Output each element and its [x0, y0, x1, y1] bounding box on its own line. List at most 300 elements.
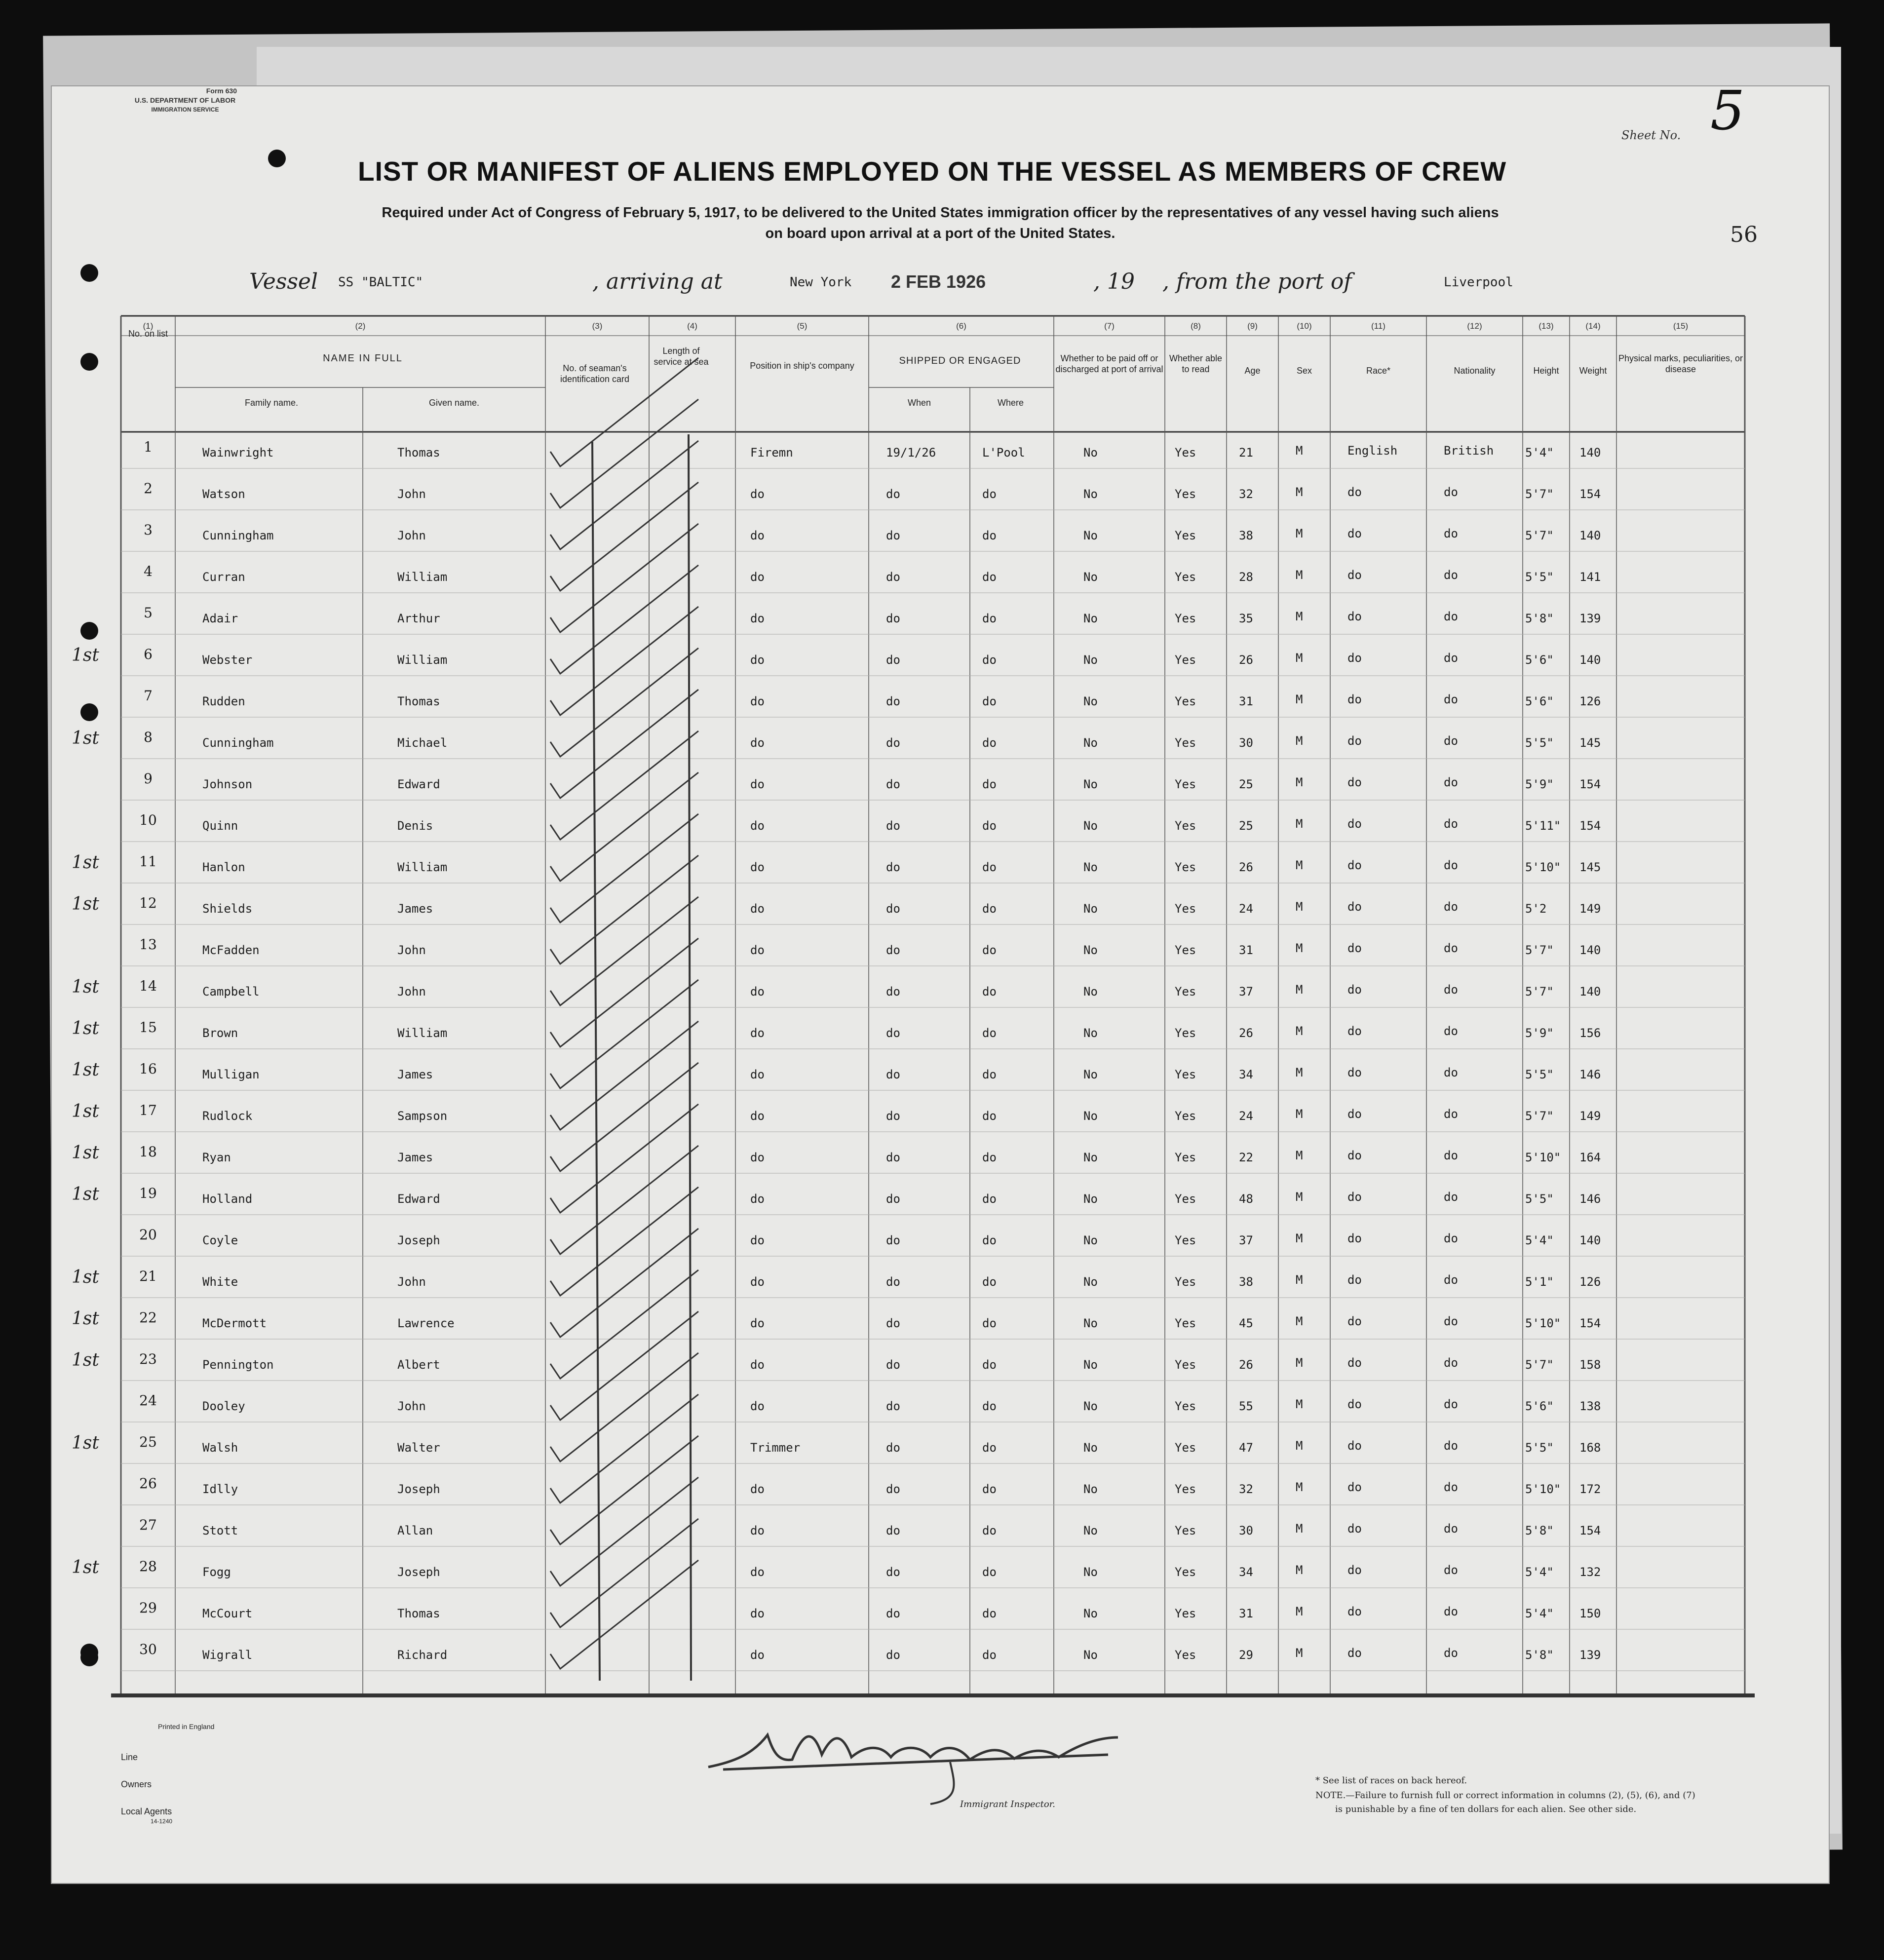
shipped-when: do	[886, 1151, 900, 1164]
nationality: do	[1444, 1563, 1458, 1577]
nationality: do	[1444, 1231, 1458, 1245]
shipped-when: do	[886, 694, 900, 708]
weight: 140	[1579, 943, 1601, 957]
row-number: 17	[139, 1102, 157, 1118]
row-number: 12	[139, 895, 157, 911]
able-to-read: Yes	[1175, 1275, 1196, 1289]
paid-off: No	[1083, 1192, 1098, 1206]
header-no-on-list: No. on list	[128, 329, 168, 339]
able-to-read: Yes	[1175, 985, 1196, 999]
nationality: do	[1444, 1190, 1458, 1204]
position: do	[750, 487, 765, 501]
nationality: do	[1444, 692, 1458, 706]
header-name-in-full: NAME IN FULL	[323, 353, 403, 364]
family-name: Campbell	[202, 985, 260, 999]
column-number: (10)	[1297, 321, 1312, 331]
paid-off: No	[1083, 1482, 1098, 1496]
shipped-where: do	[982, 1399, 997, 1413]
race: do	[1347, 1397, 1362, 1411]
shipped-where: do	[982, 1109, 997, 1123]
margin-mark: 1st	[72, 977, 99, 997]
given-name: Edward	[397, 777, 440, 791]
manifest-page	[52, 79, 1829, 1883]
able-to-read: Yes	[1175, 902, 1196, 916]
paid-off: No	[1083, 1565, 1098, 1579]
page-title: LIST OR MANIFEST OF ALIENS EMPLOYED ON THE VESSEL AS MEMBERS OF CREW	[358, 156, 1507, 187]
race: do	[1347, 775, 1362, 789]
shipped-where: do	[982, 1275, 997, 1289]
column-number: (6)	[956, 321, 966, 331]
family-name: Coyle	[202, 1233, 238, 1247]
shipped-when: do	[886, 1565, 900, 1579]
sex: M	[1296, 1480, 1303, 1494]
age: 28	[1239, 570, 1253, 584]
age: 26	[1239, 1026, 1253, 1040]
row-number: 27	[139, 1517, 157, 1533]
shipped-when: do	[886, 1482, 900, 1496]
nationality: do	[1444, 568, 1458, 582]
height: 5'8"	[1525, 1524, 1554, 1537]
shipped-where: do	[982, 1441, 997, 1455]
sex: M	[1296, 444, 1303, 458]
family-name: White	[202, 1275, 238, 1289]
paid-off: No	[1083, 1648, 1098, 1662]
paid-off: No	[1083, 1358, 1098, 1372]
given-name: Arthur	[397, 612, 440, 625]
row-number: 25	[139, 1434, 157, 1450]
local-agents-label: Local Agents	[121, 1806, 172, 1816]
row-number: 13	[139, 936, 157, 953]
age: 45	[1239, 1316, 1253, 1330]
height: 5'4"	[1525, 1565, 1554, 1579]
row-number: 3	[144, 522, 153, 538]
column-number: (14)	[1585, 321, 1601, 331]
family-name: Curran	[202, 570, 245, 584]
race: do	[1347, 651, 1362, 665]
column-number: (9)	[1247, 321, 1258, 331]
sex: M	[1296, 1439, 1303, 1453]
weight: 138	[1579, 1399, 1601, 1413]
given-name: Thomas	[397, 446, 440, 460]
height: 5'7"	[1525, 529, 1554, 542]
margin-mark: 1st	[72, 1101, 99, 1121]
position: do	[750, 1358, 765, 1372]
race: do	[1347, 983, 1362, 997]
shipped-when: do	[886, 1399, 900, 1413]
weight: 140	[1579, 1233, 1601, 1247]
header-position: Position in ship's company	[750, 361, 854, 371]
family-name: Pennington	[202, 1358, 274, 1372]
row-number: 24	[139, 1392, 157, 1409]
margin-mark: 1st	[72, 1143, 99, 1163]
given-name: Edward	[397, 1192, 440, 1206]
nationality: do	[1444, 900, 1458, 914]
weight: 154	[1579, 1524, 1601, 1537]
sex: M	[1296, 1563, 1303, 1577]
position: Firemn	[750, 446, 793, 460]
row-number: 1	[144, 439, 153, 455]
column-number: (4)	[687, 321, 697, 331]
row-number: 19	[139, 1185, 157, 1201]
owners-label: Owners	[121, 1779, 152, 1789]
vessel-label: Vessel	[249, 269, 318, 294]
weight: 156	[1579, 1026, 1601, 1040]
nationality: do	[1444, 1149, 1458, 1162]
family-name: Rudlock	[202, 1109, 253, 1123]
age: 26	[1239, 1358, 1253, 1372]
given-name: Allan	[397, 1524, 433, 1537]
age: 29	[1239, 1648, 1253, 1662]
weight: 140	[1579, 653, 1601, 667]
margin-mark: 1st	[72, 852, 99, 873]
paid-off: No	[1083, 860, 1098, 874]
sex: M	[1296, 651, 1303, 665]
able-to-read: Yes	[1175, 1068, 1196, 1081]
subtitle-line: on board upon arrival at a port of the United States.	[765, 226, 1115, 241]
family-name: Mulligan	[202, 1068, 260, 1081]
page-number: 56	[1730, 222, 1758, 247]
position: do	[750, 1648, 765, 1662]
position: do	[750, 1316, 765, 1330]
able-to-read: Yes	[1175, 1482, 1196, 1496]
shipped-where: do	[982, 1607, 997, 1620]
shipped-when: do	[886, 985, 900, 999]
header-nationality: Nationality	[1454, 366, 1496, 376]
family-name: Wigrall	[202, 1648, 253, 1662]
service-name: IMMIGRATION SERVICE	[151, 106, 219, 113]
given-name: John	[397, 985, 426, 999]
paid-off: No	[1083, 985, 1098, 999]
given-name: John	[397, 487, 426, 501]
race: do	[1347, 817, 1362, 831]
family-name: Cunningham	[202, 529, 274, 542]
weight: 168	[1579, 1441, 1601, 1455]
shipped-when: do	[886, 902, 900, 916]
sex: M	[1296, 1397, 1303, 1411]
race: do	[1347, 692, 1362, 706]
date-stamp: 2 FEB 1926	[891, 271, 986, 292]
able-to-read: Yes	[1175, 943, 1196, 957]
given-name: Michael	[397, 736, 448, 750]
sex: M	[1296, 1149, 1303, 1162]
position: do	[750, 1026, 765, 1040]
family-name: Wainwright	[202, 446, 274, 460]
paid-off: No	[1083, 487, 1098, 501]
paid-off: No	[1083, 529, 1098, 542]
weight: 150	[1579, 1607, 1601, 1620]
family-name: Ryan	[202, 1151, 231, 1164]
shipped-where: do	[982, 860, 997, 874]
race: do	[1347, 900, 1362, 914]
position: do	[750, 1565, 765, 1579]
position: do	[750, 985, 765, 999]
shipped-where: do	[982, 694, 997, 708]
sex: M	[1296, 610, 1303, 623]
age: 34	[1239, 1565, 1253, 1579]
given-name: John	[397, 1399, 426, 1413]
given-name: Richard	[397, 1648, 448, 1662]
fine-note-line: NOTE.—Failure to furnish full or correct information in columns (2), (5), (6), and (7)	[1315, 1790, 1695, 1801]
nationality: do	[1444, 983, 1458, 997]
row-number: 26	[139, 1475, 157, 1492]
sex: M	[1296, 485, 1303, 499]
given-name: Sampson	[397, 1109, 448, 1123]
row-number: 30	[139, 1641, 157, 1657]
header-physical-marks: Physical marks, peculiarities, or disease	[1618, 353, 1743, 374]
given-name: William	[397, 1026, 448, 1040]
age: 48	[1239, 1192, 1253, 1206]
position: do	[750, 902, 765, 916]
height: 5'6"	[1525, 694, 1554, 708]
age: 31	[1239, 1607, 1253, 1620]
family-name: Brown	[202, 1026, 238, 1040]
header-seaman-card: No. of seaman's identification card	[560, 363, 630, 384]
sex: M	[1296, 1522, 1303, 1536]
column-number: (3)	[592, 321, 603, 331]
row-number: 11	[139, 853, 157, 870]
family-name: Hanlon	[202, 860, 245, 874]
sex: M	[1296, 941, 1303, 955]
race: do	[1347, 568, 1362, 582]
position: do	[750, 1607, 765, 1620]
given-name: Joseph	[397, 1482, 440, 1496]
position: do	[750, 612, 765, 625]
shipped-when: do	[886, 1316, 900, 1330]
margin-mark: 1st	[72, 1018, 99, 1038]
form-code: 14-1240	[151, 1818, 173, 1825]
column-number: (7)	[1104, 321, 1115, 331]
height: 5'8"	[1525, 1648, 1554, 1662]
paid-off: No	[1083, 570, 1098, 584]
column-number: (15)	[1673, 321, 1689, 331]
able-to-read: Yes	[1175, 1524, 1196, 1537]
paid-off: No	[1083, 653, 1098, 667]
sex: M	[1296, 1024, 1303, 1038]
able-to-read: Yes	[1175, 1026, 1196, 1040]
family-name: Stott	[202, 1524, 238, 1537]
row-number: 15	[139, 1019, 157, 1036]
row-number: 4	[144, 563, 153, 579]
given-name: Joseph	[397, 1565, 440, 1579]
shipped-where: do	[982, 570, 997, 584]
race: do	[1347, 1149, 1362, 1162]
paid-off: No	[1083, 612, 1098, 625]
nationality: do	[1444, 1646, 1458, 1660]
margin-mark: 1st	[72, 645, 99, 665]
family-name: Holland	[202, 1192, 253, 1206]
paid-off: No	[1083, 1068, 1098, 1081]
line-label: Line	[121, 1752, 138, 1762]
weight: 154	[1579, 777, 1601, 791]
race: do	[1347, 527, 1362, 540]
race: do	[1347, 1273, 1362, 1287]
race: do	[1347, 1439, 1362, 1453]
height: 5'5"	[1525, 736, 1554, 750]
sex: M	[1296, 817, 1303, 831]
height: 5'6"	[1525, 1399, 1554, 1413]
row-number: 7	[144, 688, 153, 704]
sex: M	[1296, 1646, 1303, 1660]
weight: 154	[1579, 819, 1601, 833]
year-label: , 19	[1093, 269, 1135, 294]
age: 30	[1239, 736, 1253, 750]
row-number: 21	[139, 1268, 157, 1284]
shipped-where: do	[982, 736, 997, 750]
sex: M	[1296, 1231, 1303, 1245]
able-to-read: Yes	[1175, 694, 1196, 708]
row-number: 28	[139, 1558, 157, 1575]
family-name: Adair	[202, 612, 238, 625]
given-name: John	[397, 943, 426, 957]
able-to-read: Yes	[1175, 1192, 1196, 1206]
able-to-read: Yes	[1175, 1565, 1196, 1579]
header-where: Where	[997, 398, 1024, 408]
family-name: Fogg	[202, 1565, 231, 1579]
shipped-when: do	[886, 943, 900, 957]
weight: 154	[1579, 1316, 1601, 1330]
shipped-where: do	[982, 612, 997, 625]
shipped-when: do	[886, 819, 900, 833]
height: 5'7"	[1525, 985, 1554, 999]
header-paid-off: Whether to be paid off or discharged at port of arrival	[1055, 353, 1163, 374]
nationality: do	[1444, 610, 1458, 623]
age: 37	[1239, 1233, 1253, 1247]
height: 5'4"	[1525, 1233, 1554, 1247]
given-name: James	[397, 1068, 433, 1081]
able-to-read: Yes	[1175, 1441, 1196, 1455]
position: do	[750, 570, 765, 584]
height: 5'5"	[1525, 1068, 1554, 1081]
paid-off: No	[1083, 777, 1098, 791]
header-age: Age	[1244, 366, 1261, 376]
shipped-when: do	[886, 1068, 900, 1081]
nationality: do	[1444, 1066, 1458, 1079]
able-to-read: Yes	[1175, 1607, 1196, 1620]
position: do	[750, 529, 765, 542]
able-to-read: Yes	[1175, 860, 1196, 874]
shipped-when: do	[886, 860, 900, 874]
position: do	[750, 1192, 765, 1206]
family-name: Dooley	[202, 1399, 245, 1413]
row-number: 16	[139, 1061, 157, 1077]
row-number: 29	[139, 1600, 157, 1616]
height: 5'7"	[1525, 943, 1554, 957]
position: do	[750, 860, 765, 874]
shipped-when: do	[886, 1233, 900, 1247]
nationality: do	[1444, 1605, 1458, 1618]
able-to-read: Yes	[1175, 819, 1196, 833]
paid-off: No	[1083, 1316, 1098, 1330]
given-name: Walter	[397, 1441, 440, 1455]
sex: M	[1296, 900, 1303, 914]
height: 5'9"	[1525, 1026, 1554, 1040]
shipped-when: do	[886, 487, 900, 501]
shipped-when: do	[886, 736, 900, 750]
age: 37	[1239, 985, 1253, 999]
shipped-where: L'Pool	[982, 446, 1025, 460]
shipped-when: do	[886, 1109, 900, 1123]
shipped-where: do	[982, 1233, 997, 1247]
given-name: Albert	[397, 1358, 440, 1372]
shipped-when: do	[886, 570, 900, 584]
age: 26	[1239, 653, 1253, 667]
shipped-when: do	[886, 777, 900, 791]
position: do	[750, 736, 765, 750]
paid-off: No	[1083, 1524, 1098, 1537]
height: 5'10"	[1525, 1482, 1561, 1496]
shipped-where: do	[982, 1316, 997, 1330]
height: 5'4"	[1525, 446, 1554, 460]
row-number: 23	[139, 1351, 157, 1367]
race: do	[1347, 1231, 1362, 1245]
race: do	[1347, 610, 1362, 623]
nationality: do	[1444, 1439, 1458, 1453]
header-when: When	[907, 398, 931, 408]
paid-off: No	[1083, 736, 1098, 750]
shipped-when: do	[886, 529, 900, 542]
family-name: Walsh	[202, 1441, 238, 1455]
position: do	[750, 1068, 765, 1081]
age: 34	[1239, 1068, 1253, 1081]
paid-off: No	[1083, 1441, 1098, 1455]
family-name: McFadden	[202, 943, 260, 957]
sheet-label: Sheet No.	[1621, 128, 1681, 142]
position: do	[750, 1109, 765, 1123]
age: 31	[1239, 694, 1253, 708]
header-height: Height	[1533, 366, 1559, 376]
given-name: James	[397, 1151, 433, 1164]
nationality: do	[1444, 941, 1458, 955]
header-given-name: Given name.	[428, 398, 480, 408]
family-name: Watson	[202, 487, 245, 501]
sex: M	[1296, 568, 1303, 582]
column-number: (12)	[1467, 321, 1482, 331]
sex: M	[1296, 858, 1303, 872]
margin-mark: 1st	[72, 1267, 99, 1287]
paid-off: No	[1083, 1233, 1098, 1247]
able-to-read: Yes	[1175, 529, 1196, 542]
position: do	[750, 943, 765, 957]
shipped-when: 19/1/26	[886, 446, 936, 460]
race: do	[1347, 1646, 1362, 1660]
paid-off: No	[1083, 1109, 1098, 1123]
weight: 140	[1579, 446, 1601, 460]
height: 5'5"	[1525, 570, 1554, 584]
header-shipped-engaged: SHIPPED OR ENGAGED	[899, 355, 1021, 366]
arriving-port: New York	[790, 275, 852, 290]
position: do	[750, 1399, 765, 1413]
height: 5'7"	[1525, 1109, 1554, 1123]
shipped-where: do	[982, 819, 997, 833]
age: 24	[1239, 1109, 1253, 1123]
family-name: Rudden	[202, 694, 245, 708]
shipped-when: do	[886, 1026, 900, 1040]
margin-mark: 1st	[72, 1060, 99, 1080]
age: 24	[1239, 902, 1253, 916]
weight: 139	[1579, 1648, 1601, 1662]
age: 55	[1239, 1399, 1253, 1413]
margin-mark: 1st	[72, 1433, 99, 1453]
weight: 158	[1579, 1358, 1601, 1372]
given-name: Lawrence	[397, 1316, 455, 1330]
sex: M	[1296, 1190, 1303, 1204]
header-able-to-read: Whether able to read	[1169, 353, 1223, 374]
weight: 172	[1579, 1482, 1601, 1496]
position: do	[750, 1151, 765, 1164]
pencil-stroke	[689, 434, 691, 1681]
shipped-where: do	[982, 985, 997, 999]
weight: 145	[1579, 860, 1601, 874]
